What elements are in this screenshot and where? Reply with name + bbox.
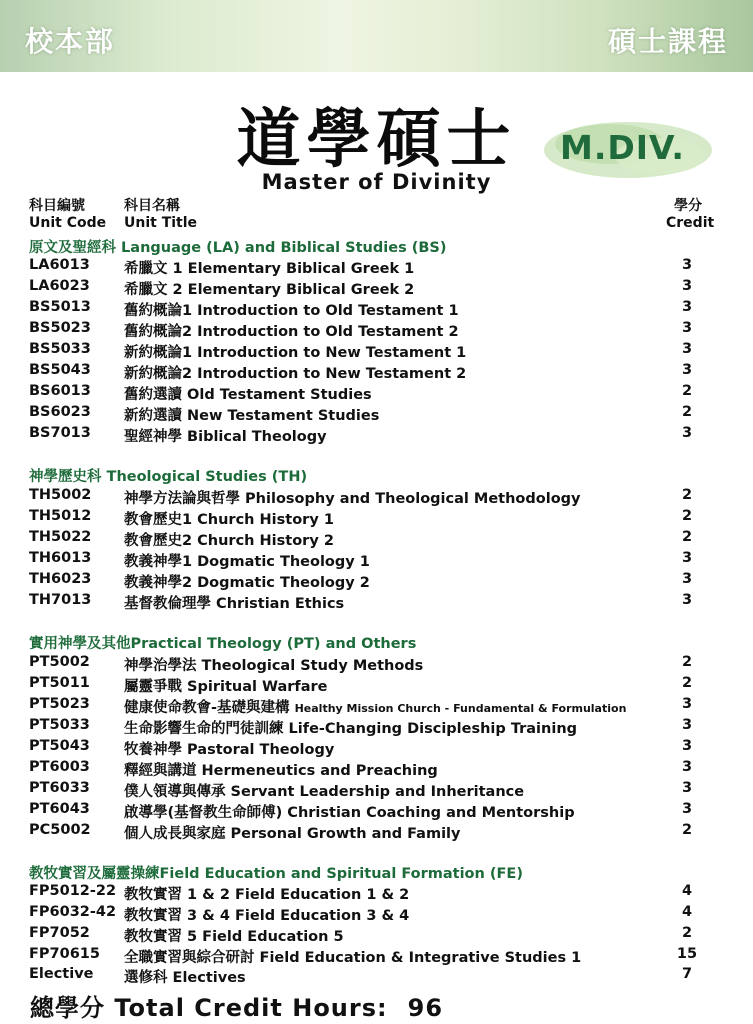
course-row xyxy=(0,966,753,987)
course-row xyxy=(0,738,753,759)
section-heading-biblical: 原文及聖經科 Language (LA) and Biblical Studies (BS) xyxy=(29,240,447,256)
course-row xyxy=(0,904,753,925)
course-credit: 2 xyxy=(681,654,693,670)
course-row xyxy=(0,946,753,967)
course-credit: 7 xyxy=(681,966,693,982)
course-code: Elective xyxy=(29,966,94,982)
course-code: PT5011 xyxy=(29,675,90,691)
course-credit: 3 xyxy=(681,362,693,378)
course-title: 教會歷史2 Church History 2 xyxy=(124,533,334,549)
column-header-title-en: Unit Title xyxy=(124,215,198,231)
course-credit: 3 xyxy=(681,759,693,775)
course-title: 聖經神學 Biblical Theology xyxy=(124,429,327,445)
course-row xyxy=(0,299,753,320)
course-row xyxy=(0,508,753,529)
course-code: BS5023 xyxy=(29,320,91,336)
course-code: TH7013 xyxy=(29,592,92,608)
course-title: 教牧實習 1 & 2 Field Education 1 & 2 xyxy=(124,887,410,903)
course-credit: 3 xyxy=(681,780,693,796)
course-title: 新約選讀 New Testament Studies xyxy=(124,408,380,424)
course-row xyxy=(0,675,753,696)
course-title: 希臘文 1 Elementary Biblical Greek 1 xyxy=(124,261,415,277)
course-title: 希臘文 2 Elementary Biblical Greek 2 xyxy=(124,282,415,298)
course-row xyxy=(0,404,753,425)
course-credit: 2 xyxy=(681,508,693,524)
course-credit: 2 xyxy=(681,383,693,399)
course-credit: 3 xyxy=(681,738,693,754)
course-title: 僕人領導與傳承 Servant Leadership and Inheritance xyxy=(124,784,525,800)
total-credit-hours xyxy=(30,988,443,1023)
course-code: BS5043 xyxy=(29,362,91,378)
course-credit: 2 xyxy=(681,675,693,691)
course-title-cn: 健康使命教會-基礎與建構 xyxy=(124,700,295,716)
course-row xyxy=(0,696,753,717)
course-code: LA6023 xyxy=(29,278,90,294)
course-credit: 3 xyxy=(681,696,693,712)
course-title: 教牧實習 5 Field Education 5 xyxy=(124,929,344,945)
course-title: 個人成長與家庭 Personal Growth and Family xyxy=(124,826,461,842)
course-credit: 3 xyxy=(681,801,693,817)
course-row xyxy=(0,550,753,571)
course-credit: 3 xyxy=(681,592,693,608)
course-row xyxy=(0,487,753,508)
course-code: FP7052 xyxy=(29,925,90,941)
course-credit: 3 xyxy=(681,425,693,441)
course-code: PT6043 xyxy=(29,801,90,817)
course-credit: 15 xyxy=(676,946,698,962)
section-heading-field-education: 教牧實習及屬靈操練Field Education and Spiritual Formation (FE) xyxy=(29,866,523,882)
course-credit: 2 xyxy=(681,822,693,838)
course-row xyxy=(0,759,753,780)
course-code: FP6032-42 xyxy=(29,904,117,920)
course-title: 教義神學2 Dogmatic Theology 2 xyxy=(124,575,370,591)
course-credit: 2 xyxy=(681,529,693,545)
course-row xyxy=(0,883,753,904)
course-row xyxy=(0,654,753,675)
course-row xyxy=(0,717,753,738)
course-title: 舊約概論2 Introduction to Old Testament 2 xyxy=(124,324,459,340)
course-credit: 3 xyxy=(681,278,693,294)
course-credit: 2 xyxy=(681,404,693,420)
course-code: BS5033 xyxy=(29,341,91,357)
course-code: TH5012 xyxy=(29,508,92,524)
column-header-title-cn: 科目名稱 xyxy=(124,198,180,214)
course-row xyxy=(0,571,753,592)
column-header-credit-en: Credit xyxy=(666,215,715,231)
course-credit: 4 xyxy=(681,904,693,920)
course-credit: 3 xyxy=(681,341,693,357)
course-code: PT5043 xyxy=(29,738,90,754)
course-credit: 3 xyxy=(681,550,693,566)
course-title: 新約概論2 Introduction to New Testament 2 xyxy=(124,366,467,382)
course-credit: 3 xyxy=(681,299,693,315)
page-title: 道學碩士 xyxy=(236,103,517,177)
course-row xyxy=(0,780,753,801)
course-title: 生命影響生命的門徒訓練 Life-Changing Discipleship Training xyxy=(124,721,578,737)
course-row xyxy=(0,425,753,446)
course-row xyxy=(0,257,753,278)
course-credit: 4 xyxy=(681,883,693,899)
course-code: PT5002 xyxy=(29,654,90,670)
program-category-label: 碩士課程 xyxy=(607,25,728,58)
course-credit: 3 xyxy=(681,571,693,587)
course-title: 神學方法論與哲學 Philosophy and Theological Methodology xyxy=(124,491,581,507)
course-title: 舊約選讀 Old Testament Studies xyxy=(124,387,372,403)
course-title: 教義神學1 Dogmatic Theology 1 xyxy=(124,554,370,570)
total-label: 總學分 Total Credit Hours: xyxy=(30,994,388,1022)
course-title: 神學治學法 Theological Study Methods xyxy=(124,658,424,674)
section-heading-theological: 神學歷史科 Theological Studies (TH) xyxy=(29,469,308,485)
course-credit: 2 xyxy=(681,487,693,503)
course-code: FP70615 xyxy=(29,946,100,962)
total-value: 96 xyxy=(407,994,444,1022)
course-code: TH5022 xyxy=(29,529,92,545)
course-row xyxy=(0,529,753,550)
course-row xyxy=(0,822,753,843)
course-code: FP5012-22 xyxy=(29,883,117,899)
course-code: PT5033 xyxy=(29,717,90,733)
column-header-code-cn: 科目編號 xyxy=(29,198,85,214)
course-title: 教會歷史1 Church History 1 xyxy=(124,512,334,528)
course-code: TH6013 xyxy=(29,550,92,566)
course-title-en: Healthy Mission Church - Fundamental & Formulation xyxy=(294,702,627,715)
course-title: 舊約概論1 Introduction to Old Testament 1 xyxy=(124,303,459,319)
course-code: TH5002 xyxy=(29,487,92,503)
column-header-credit-cn: 學分 xyxy=(674,198,702,214)
course-title: 教牧實習 3 & 4 Field Education 3 & 4 xyxy=(124,908,410,924)
course-code: BS5013 xyxy=(29,299,91,315)
course-title: 基督教倫理學 Christian Ethics xyxy=(124,596,345,612)
course-title: 牧養神學 Pastoral Theology xyxy=(124,742,335,758)
course-row xyxy=(0,925,753,946)
course-row xyxy=(0,383,753,404)
course-code: PT6003 xyxy=(29,759,90,775)
course-code: LA6013 xyxy=(29,257,90,273)
course-code: BS7013 xyxy=(29,425,91,441)
course-row xyxy=(0,362,753,383)
section-heading-practical: 實用神學及其他Practical Theology (PT) and Others xyxy=(29,636,417,652)
header-banner xyxy=(0,0,753,72)
course-code: PT6033 xyxy=(29,780,90,796)
course-title: 全職實習與綜合研討 Field Education & Integrative Studies 1 xyxy=(124,950,582,966)
campus-label: 校本部 xyxy=(25,25,116,58)
course-row xyxy=(0,592,753,613)
course-credit: 3 xyxy=(681,717,693,733)
course-credit: 3 xyxy=(681,257,693,273)
course-title: 屬靈爭戰 Spiritual Warfare xyxy=(124,679,328,695)
course-credit: 2 xyxy=(681,925,693,941)
degree-badge: M.DIV. xyxy=(560,128,685,167)
course-row xyxy=(0,801,753,822)
course-code: BS6013 xyxy=(29,383,91,399)
course-row xyxy=(0,341,753,362)
course-title: 選修科 Electives xyxy=(124,970,246,986)
course-row xyxy=(0,278,753,299)
column-header-code-en: Unit Code xyxy=(29,215,107,231)
course-title: 釋經與講道 Hermeneutics and Preaching xyxy=(124,763,438,779)
course-credit: 3 xyxy=(681,320,693,336)
course-code: TH6023 xyxy=(29,571,92,587)
course-code: PT5023 xyxy=(29,696,90,712)
course-title: 啟導學(基督教生命師傅) Christian Coaching and Mentorship xyxy=(124,805,575,821)
course-title: 新約概論1 Introduction to New Testament 1 xyxy=(124,345,467,361)
page-subtitle: Master of Divinity xyxy=(261,170,492,194)
course-code: BS6023 xyxy=(29,404,91,420)
course-title xyxy=(124,696,626,717)
course-code: PC5002 xyxy=(29,822,91,838)
course-row xyxy=(0,320,753,341)
